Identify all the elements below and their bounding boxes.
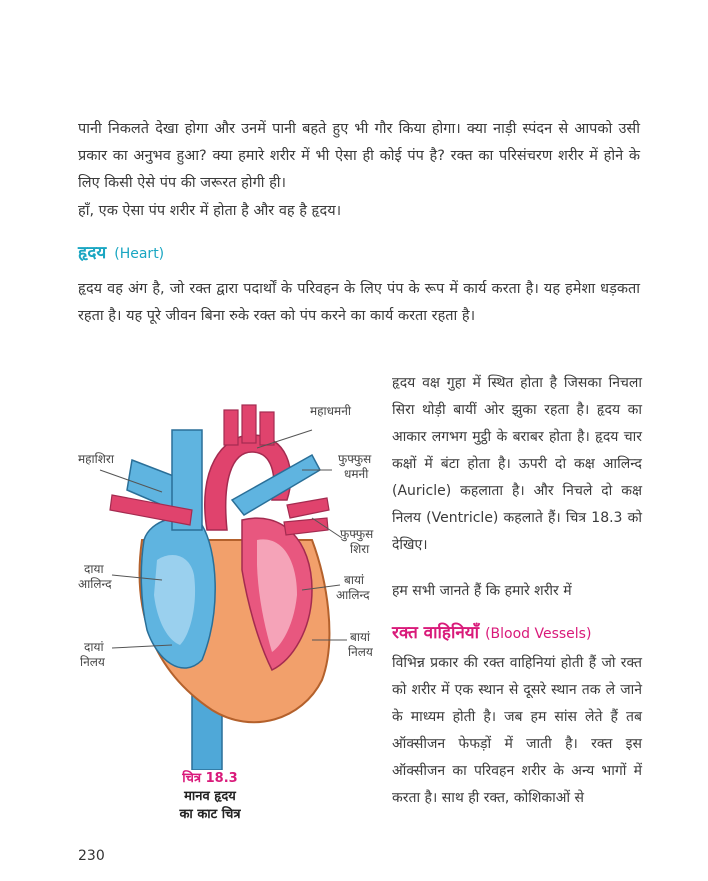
- heading-blood-vessels-english: (Blood Vessels): [485, 626, 592, 642]
- figure-title-line1: मानव हृदय: [184, 789, 236, 804]
- heading-heart-hindi: हृदय: [78, 243, 107, 263]
- paragraph-pump: हाँ, एक ऐसा पंप शरीर में होता है और वह है हृदय।: [78, 203, 342, 219]
- paragraph-heart-location: हृदय वक्ष गुहा में स्थित होता है जिसका निचला सिरा थोड़ी बायीं ओर झुका रहता है। हृदय का आकार लगभग मुट्ठी के बराबर होता है। हृदय चार कक्षों में बंटा होता है। ऊपरी दो कक्ष आलिन्द (Auricle) कहलाता है। और निचले दो कक्ष निलय (Ventricle) कहलाते हैं। चित्र 18.3 को देखिए।: [392, 375, 642, 553]
- heading-blood-vessels-hindi: रक्त वाहिनियाँ: [392, 623, 480, 643]
- label-left-atrium-1: बायां: [344, 573, 365, 587]
- label-left-ventricle-1: बायां: [350, 630, 371, 644]
- paragraph-heart-definition: हृदय वह अंग है, जो रक्त द्वारा पदार्थों के परिवहन के लिए पंप के रूप में कार्य करता है। यह हमेशा धड़कता रहता है। यह पूरे जीवन बिना रुके रक्त को पंप करने का कार्य करता रहता है।: [78, 281, 640, 324]
- label-pulmonary-artery-1: फुफ्फुस: [338, 452, 372, 466]
- label-aorta: महाधमनी: [310, 404, 351, 418]
- paragraph-body-intro: हम सभी जानते हैं कि हमारे शरीर में: [392, 583, 572, 599]
- label-left-ventricle-2: निलय: [348, 645, 373, 659]
- paragraph-blood-vessels: विभिन्न प्रकार की रक्त वाहिनियां होती हैं जो रक्त को शरीर में एक स्थान से दूसरे स्थान तक ले जाने के माध्यम होती है। जब हम सांस लेते हैं तब ऑक्सीजन फेफड़ों में जाती है। रक्त इस ऑक्सीजन का परिवहन शरीर के अन्य भागों में करता है। साथ ही रक्त, कोशिकाओं से: [392, 655, 642, 806]
- page-number: 230: [78, 848, 105, 864]
- heading-heart-english: (Heart): [114, 246, 165, 262]
- label-right-atrium-2: आलिन्द: [78, 577, 112, 591]
- figure-title-line2: का काट चित्र: [179, 807, 241, 822]
- label-vena-cava: महाशिरा: [78, 452, 114, 466]
- label-left-atrium-2: आलिन्द: [336, 588, 370, 602]
- label-pulmonary-vein-1: फुफ्फुस: [340, 527, 374, 541]
- heading-heart: [78, 240, 164, 263]
- figure-number: चित्र 18.3: [182, 771, 238, 786]
- label-right-ventricle-2: निलय: [80, 655, 105, 669]
- figure-caption: [150, 770, 270, 824]
- label-right-atrium-1: दाया: [84, 562, 104, 576]
- label-right-ventricle-1: दायां: [84, 640, 104, 654]
- label-pulmonary-artery-2: धमनी: [344, 467, 369, 481]
- pulmonary-vein: [287, 498, 329, 518]
- label-pulmonary-vein-2: शिरा: [350, 542, 370, 556]
- heading-blood-vessels: [392, 620, 591, 643]
- paragraph-intro: पानी निकलते देखा होगा और उनमें पानी बहते हुए भी गौर किया होगा। क्या नाड़ी स्पंदन से आपको उसी प्रकार का अनुभव हुआ? क्या हमारे शरीर में भी ऐसा ही कोई पंप है? रक्त का परिसंचरण शरीर में होने के लिए किसी ऐसे पंप की जरूरत होगी ही।: [78, 121, 640, 191]
